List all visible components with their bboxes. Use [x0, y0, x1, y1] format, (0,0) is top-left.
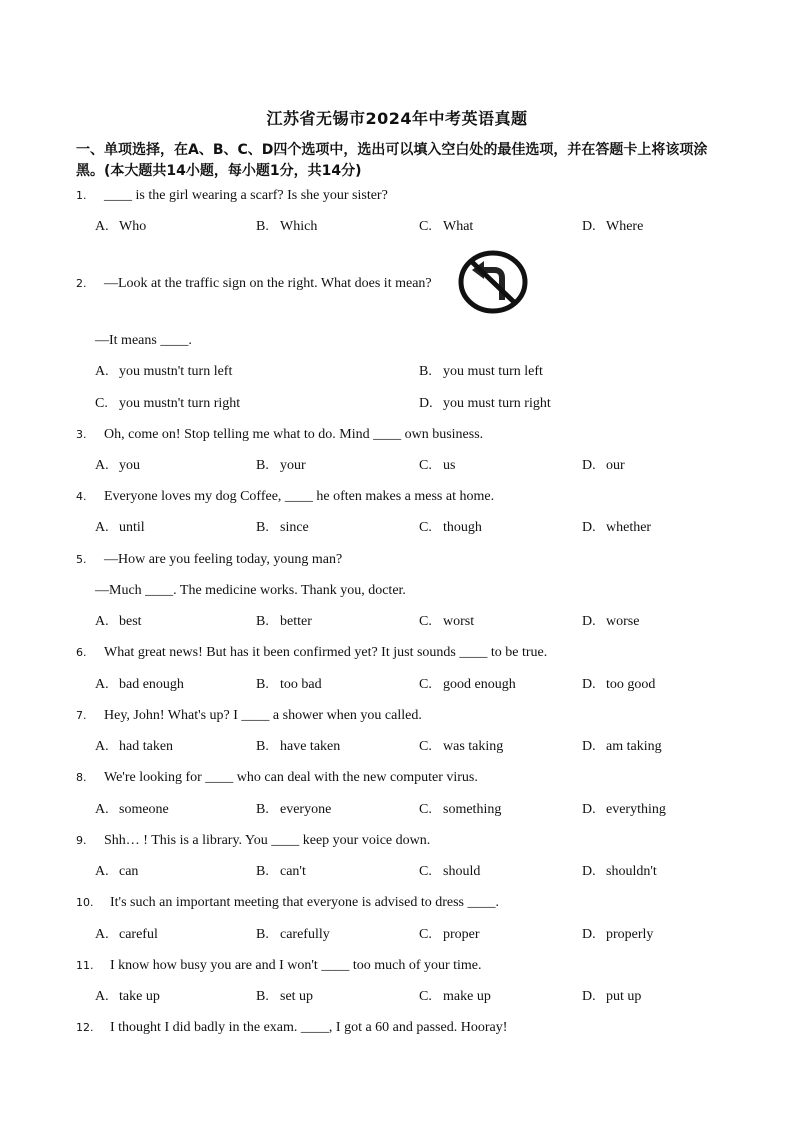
- question-6: [76, 645, 547, 661]
- option-text: can: [119, 864, 139, 879]
- option-b[interactable]: [256, 802, 331, 818]
- option-d[interactable]: [582, 219, 643, 235]
- option-letter: C.: [419, 219, 432, 234]
- option-c[interactable]: [419, 927, 480, 943]
- option-b[interactable]: [256, 864, 306, 880]
- option-letter: B.: [256, 458, 269, 473]
- option-letter: A.: [95, 219, 109, 234]
- option-letter: C.: [419, 802, 432, 817]
- option-letter: D.: [582, 802, 596, 817]
- option-text: worst: [443, 614, 475, 629]
- question-text: It's such an important meeting that everyone is advised to dress ____.: [110, 895, 499, 910]
- option-text: was taking: [443, 739, 504, 754]
- option-b[interactable]: [256, 989, 313, 1005]
- option-a[interactable]: [95, 927, 158, 943]
- option-text: proper: [443, 927, 480, 942]
- option-a[interactable]: [95, 802, 169, 818]
- option-a[interactable]: [95, 864, 138, 880]
- option-letter: B.: [256, 864, 269, 879]
- question-11: [76, 958, 482, 974]
- option-text: everything: [606, 802, 666, 817]
- option-text: too good: [606, 677, 656, 692]
- option-text: good enough: [443, 677, 516, 692]
- option-b[interactable]: [256, 458, 306, 474]
- option-d[interactable]: [582, 677, 655, 693]
- option-d[interactable]: [582, 739, 662, 755]
- option-text: too bad: [280, 677, 322, 692]
- option-text: you mustn't turn left: [119, 364, 233, 379]
- question-number: 8.: [76, 771, 87, 784]
- question-text: I know how busy you are and I won't ____ too much of your time.: [110, 958, 482, 973]
- option-letter: D.: [419, 396, 433, 411]
- option-text: shouldn't: [606, 864, 657, 879]
- option-d[interactable]: [582, 520, 651, 536]
- question-number: 1.: [76, 189, 87, 202]
- option-text: someone: [119, 802, 169, 817]
- question-number: 9.: [76, 834, 87, 847]
- option-c[interactable]: [419, 219, 473, 235]
- question-text: Oh, come on! Stop telling me what to do. Mind ____ own business.: [104, 427, 484, 442]
- question-number: 4.: [76, 490, 87, 503]
- option-letter: A.: [95, 520, 109, 535]
- option-letter: B.: [256, 927, 269, 942]
- option-text: properly: [606, 927, 654, 942]
- question-9: [76, 833, 430, 849]
- option-text: best: [119, 614, 142, 629]
- option-c[interactable]: [419, 458, 455, 474]
- option-b[interactable]: [256, 927, 330, 943]
- option-letter: C.: [419, 458, 432, 473]
- option-a[interactable]: [95, 520, 145, 536]
- option-text: set up: [280, 989, 314, 1004]
- question-1: [76, 188, 388, 204]
- option-letter: A.: [95, 989, 109, 1004]
- option-b[interactable]: [256, 614, 312, 630]
- option-text: Which: [280, 219, 318, 234]
- option-text: better: [280, 614, 312, 629]
- option-letter: B.: [256, 739, 269, 754]
- option-c[interactable]: [419, 614, 474, 630]
- option-letter: A.: [95, 458, 109, 473]
- option-b[interactable]: [419, 364, 543, 380]
- option-d[interactable]: [582, 614, 639, 630]
- option-letter: C.: [419, 614, 432, 629]
- option-d[interactable]: [582, 458, 625, 474]
- option-text: you: [119, 458, 140, 473]
- question-text: Everyone loves my dog Coffee, ____ he often makes a mess at home.: [104, 489, 495, 504]
- option-text: can't: [280, 864, 306, 879]
- option-c[interactable]: [419, 802, 501, 818]
- option-a[interactable]: [95, 677, 184, 693]
- option-a[interactable]: [95, 614, 142, 630]
- option-a[interactable]: [95, 458, 140, 474]
- option-text: until: [119, 520, 145, 535]
- question-3: [76, 427, 483, 443]
- option-text: have taken: [280, 739, 341, 754]
- question-number: 5.: [76, 553, 87, 566]
- option-letter: D.: [582, 864, 596, 879]
- option-letter: D.: [582, 677, 596, 692]
- option-text: worse: [606, 614, 640, 629]
- option-text: make up: [443, 989, 491, 1004]
- option-text: whether: [606, 520, 652, 535]
- option-letter: A.: [95, 677, 109, 692]
- question-4: [76, 489, 494, 505]
- question-text: —How are you feeling today, young man?: [104, 552, 343, 567]
- option-a[interactable]: [95, 739, 173, 755]
- question-text: —Look at the traffic sign on the right. What does it mean?: [104, 276, 432, 291]
- question-number: 11.: [76, 959, 94, 972]
- question-number: 12.: [76, 1021, 94, 1034]
- option-a[interactable]: [95, 989, 160, 1005]
- no-left-turn-sign-icon: [458, 250, 528, 314]
- option-text: since: [280, 520, 309, 535]
- option-c[interactable]: [419, 739, 503, 755]
- option-b[interactable]: [256, 739, 340, 755]
- option-text: should: [443, 864, 481, 879]
- option-letter: A.: [95, 864, 109, 879]
- question-text: Shh… ! This is a library. You ____ keep your voice down.: [104, 833, 431, 848]
- option-d[interactable]: [582, 989, 641, 1005]
- question-number: 6.: [76, 646, 87, 659]
- question-text: I thought I did badly in the exam. ____, I got a 60 and passed. Hooray!: [110, 1020, 508, 1035]
- option-b[interactable]: [256, 520, 309, 536]
- option-c[interactable]: [419, 989, 491, 1005]
- option-letter: A.: [95, 364, 109, 379]
- option-text: everyone: [280, 802, 332, 817]
- option-letter: B.: [256, 614, 269, 629]
- option-letter: C.: [419, 927, 432, 942]
- question-text: Hey, John! What's up? I ____ a shower when you called.: [104, 708, 422, 723]
- question-number: 2.: [76, 277, 87, 290]
- option-text: careful: [119, 927, 158, 942]
- option-letter: D.: [582, 927, 596, 942]
- option-letter: C.: [95, 396, 108, 411]
- option-text: something: [443, 802, 502, 817]
- option-letter: B.: [256, 989, 269, 1004]
- question-10: [76, 895, 499, 911]
- option-text: Who: [119, 219, 147, 234]
- option-letter: A.: [95, 927, 109, 942]
- question-number: 3.: [76, 428, 87, 441]
- option-text: our: [606, 458, 625, 473]
- question-number: 10.: [76, 896, 94, 909]
- option-letter: C.: [419, 520, 432, 535]
- option-letter: A.: [95, 802, 109, 817]
- option-d[interactable]: [582, 927, 653, 943]
- section-heading: 一、单项选择，在A、B、C、D四个选项中，选出可以填入空白处的最佳选项，并在答题卡上将该项涂黑。(本大题共14小题，每小题1分，共14分): [76, 142, 708, 179]
- option-d[interactable]: [419, 396, 551, 412]
- option-letter: C.: [419, 739, 432, 754]
- option-letter: D.: [582, 458, 596, 473]
- option-text: What: [443, 219, 474, 234]
- option-letter: B.: [256, 677, 269, 692]
- option-letter: B.: [256, 520, 269, 535]
- option-letter: B.: [256, 219, 269, 234]
- question-number: 7.: [76, 709, 87, 722]
- option-c[interactable]: [419, 864, 480, 880]
- option-letter: C.: [419, 677, 432, 692]
- option-letter: D.: [582, 739, 596, 754]
- option-letter: D.: [582, 219, 596, 234]
- option-letter: C.: [419, 989, 432, 1004]
- option-letter: C.: [419, 864, 432, 879]
- option-b[interactable]: [256, 677, 322, 693]
- option-text: put up: [606, 989, 642, 1004]
- question-7: [76, 708, 422, 724]
- question-text: What great news! But has it been confirmed yet? It just sounds ____ to be true.: [104, 645, 548, 660]
- page-title: 江苏省无锡市2024年中考英语真题: [266, 109, 528, 128]
- reply-line: —It means ____.: [95, 333, 192, 348]
- option-letter: D.: [582, 989, 596, 1004]
- option-letter: A.: [95, 739, 109, 754]
- option-text: you mustn't turn right: [119, 396, 241, 411]
- question-12: [76, 1020, 507, 1036]
- option-text: us: [443, 458, 456, 473]
- option-text: am taking: [606, 739, 662, 754]
- option-text: bad enough: [119, 677, 184, 692]
- option-letter: A.: [95, 614, 109, 629]
- reply-line: —Much ____. The medicine works. Thank you, docter.: [95, 583, 406, 598]
- option-text: Where: [606, 219, 644, 234]
- option-c[interactable]: [419, 677, 516, 693]
- option-text: you must turn right: [443, 396, 551, 411]
- question-5: [76, 552, 342, 568]
- option-letter: B.: [419, 364, 432, 379]
- option-b[interactable]: [256, 219, 317, 235]
- option-a[interactable]: [95, 219, 146, 235]
- option-d[interactable]: [582, 864, 657, 880]
- question-text: We're looking for ____ who can deal with the new computer virus.: [104, 770, 478, 785]
- option-text: you must turn left: [443, 364, 543, 379]
- option-text: though: [443, 520, 482, 535]
- option-text: take up: [119, 989, 160, 1004]
- option-text: had taken: [119, 739, 174, 754]
- question-text: ____ is the girl wearing a scarf? Is she your sister?: [104, 188, 388, 203]
- option-letter: D.: [582, 614, 596, 629]
- option-c[interactable]: [419, 520, 482, 536]
- option-text: your: [280, 458, 306, 473]
- option-text: carefully: [280, 927, 330, 942]
- option-a[interactable]: [95, 364, 232, 380]
- option-c[interactable]: [95, 396, 240, 412]
- option-letter: B.: [256, 802, 269, 817]
- question-8: [76, 770, 478, 786]
- option-d[interactable]: [582, 802, 666, 818]
- question-2: [76, 276, 432, 292]
- option-letter: D.: [582, 520, 596, 535]
